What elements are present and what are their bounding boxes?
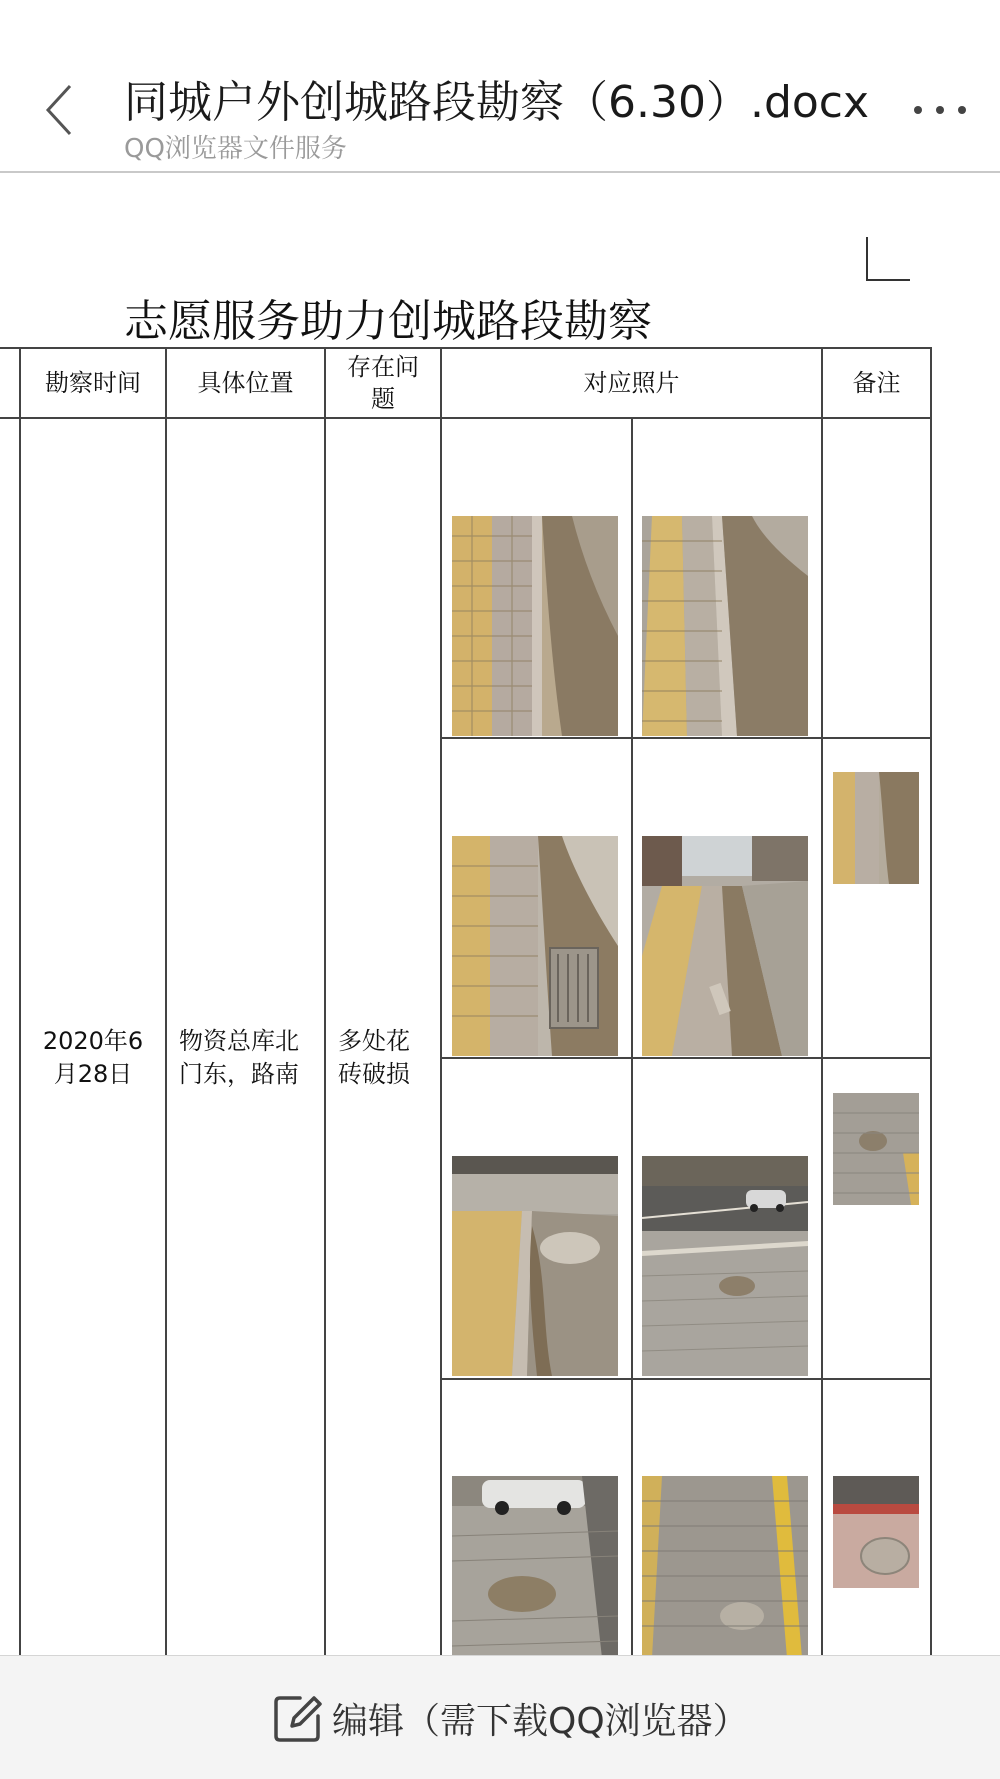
table-border-top [0,347,932,349]
table-photo-row-divider [440,1057,932,1059]
table-border-right [930,348,932,1655]
photo-yellow-line-pavement[interactable] [642,1476,808,1655]
header-photos: 对应照片 [583,369,680,397]
document-heading: 志愿服务助力创城路段勘察 [124,296,652,347]
chevron-left-icon [40,80,80,140]
photo-remark-1[interactable] [833,772,919,884]
photo-damaged-pavement-2[interactable] [642,1156,808,1376]
table-column-divider [821,348,823,1655]
header-problem-line1: 存在问 [347,353,419,381]
cell-problem-line2: 砖破损 [338,1060,410,1088]
photo-remark-3[interactable] [833,1476,919,1588]
cell-survey-date-line1: 2020年6 [42,1027,144,1055]
edit-button[interactable] [270,1686,749,1750]
table-column-divider [631,418,633,1655]
page-corner-mark [866,237,910,281]
table-column-divider [440,348,442,1655]
cell-problem-line1: 多处花 [338,1027,410,1055]
top-app-bar [0,0,1000,172]
photo-damaged-pavement-1[interactable] [452,1156,618,1376]
edit-icon [270,1690,326,1746]
service-subtitle: QQ浏览器文件服务 [124,134,347,164]
photo-parked-car-pavement[interactable] [452,1476,618,1655]
table-photo-row-divider [440,737,932,739]
header-problem-line2: 题 [371,385,395,413]
back-button[interactable] [40,80,80,140]
table-column-divider [324,348,326,1655]
table-photo-row-divider [440,1378,932,1380]
cell-location-line2: 门东，路南 [179,1060,299,1088]
document-viewer[interactable] [0,173,1000,1655]
photo-broken-curb-2[interactable] [642,516,808,736]
photo-remark-2[interactable] [833,1093,919,1205]
header-survey-time: 勘察时间 [45,369,141,397]
table-column-divider [165,348,167,1655]
more-dots-icon [910,88,970,128]
document-title: 同城户外创城路段勘察（6.30）.docx [124,77,870,128]
header-location: 具体位置 [197,369,294,397]
header-remarks: 备注 [852,369,901,397]
photo-broken-curb-1[interactable] [452,516,618,736]
photo-sidewalk-street[interactable] [642,836,808,1056]
bottom-action-bar [0,1655,1000,1779]
table-border-left [19,348,21,1655]
edit-button-label: 编辑（需下载QQ浏览器） [332,1700,749,1742]
cell-survey-date-line2: 月28日 [53,1060,133,1088]
more-button[interactable] [910,88,970,128]
photo-drain-grate[interactable] [452,836,618,1056]
cell-location-line1: 物资总库北 [179,1027,299,1055]
table-header-divider [0,417,932,419]
